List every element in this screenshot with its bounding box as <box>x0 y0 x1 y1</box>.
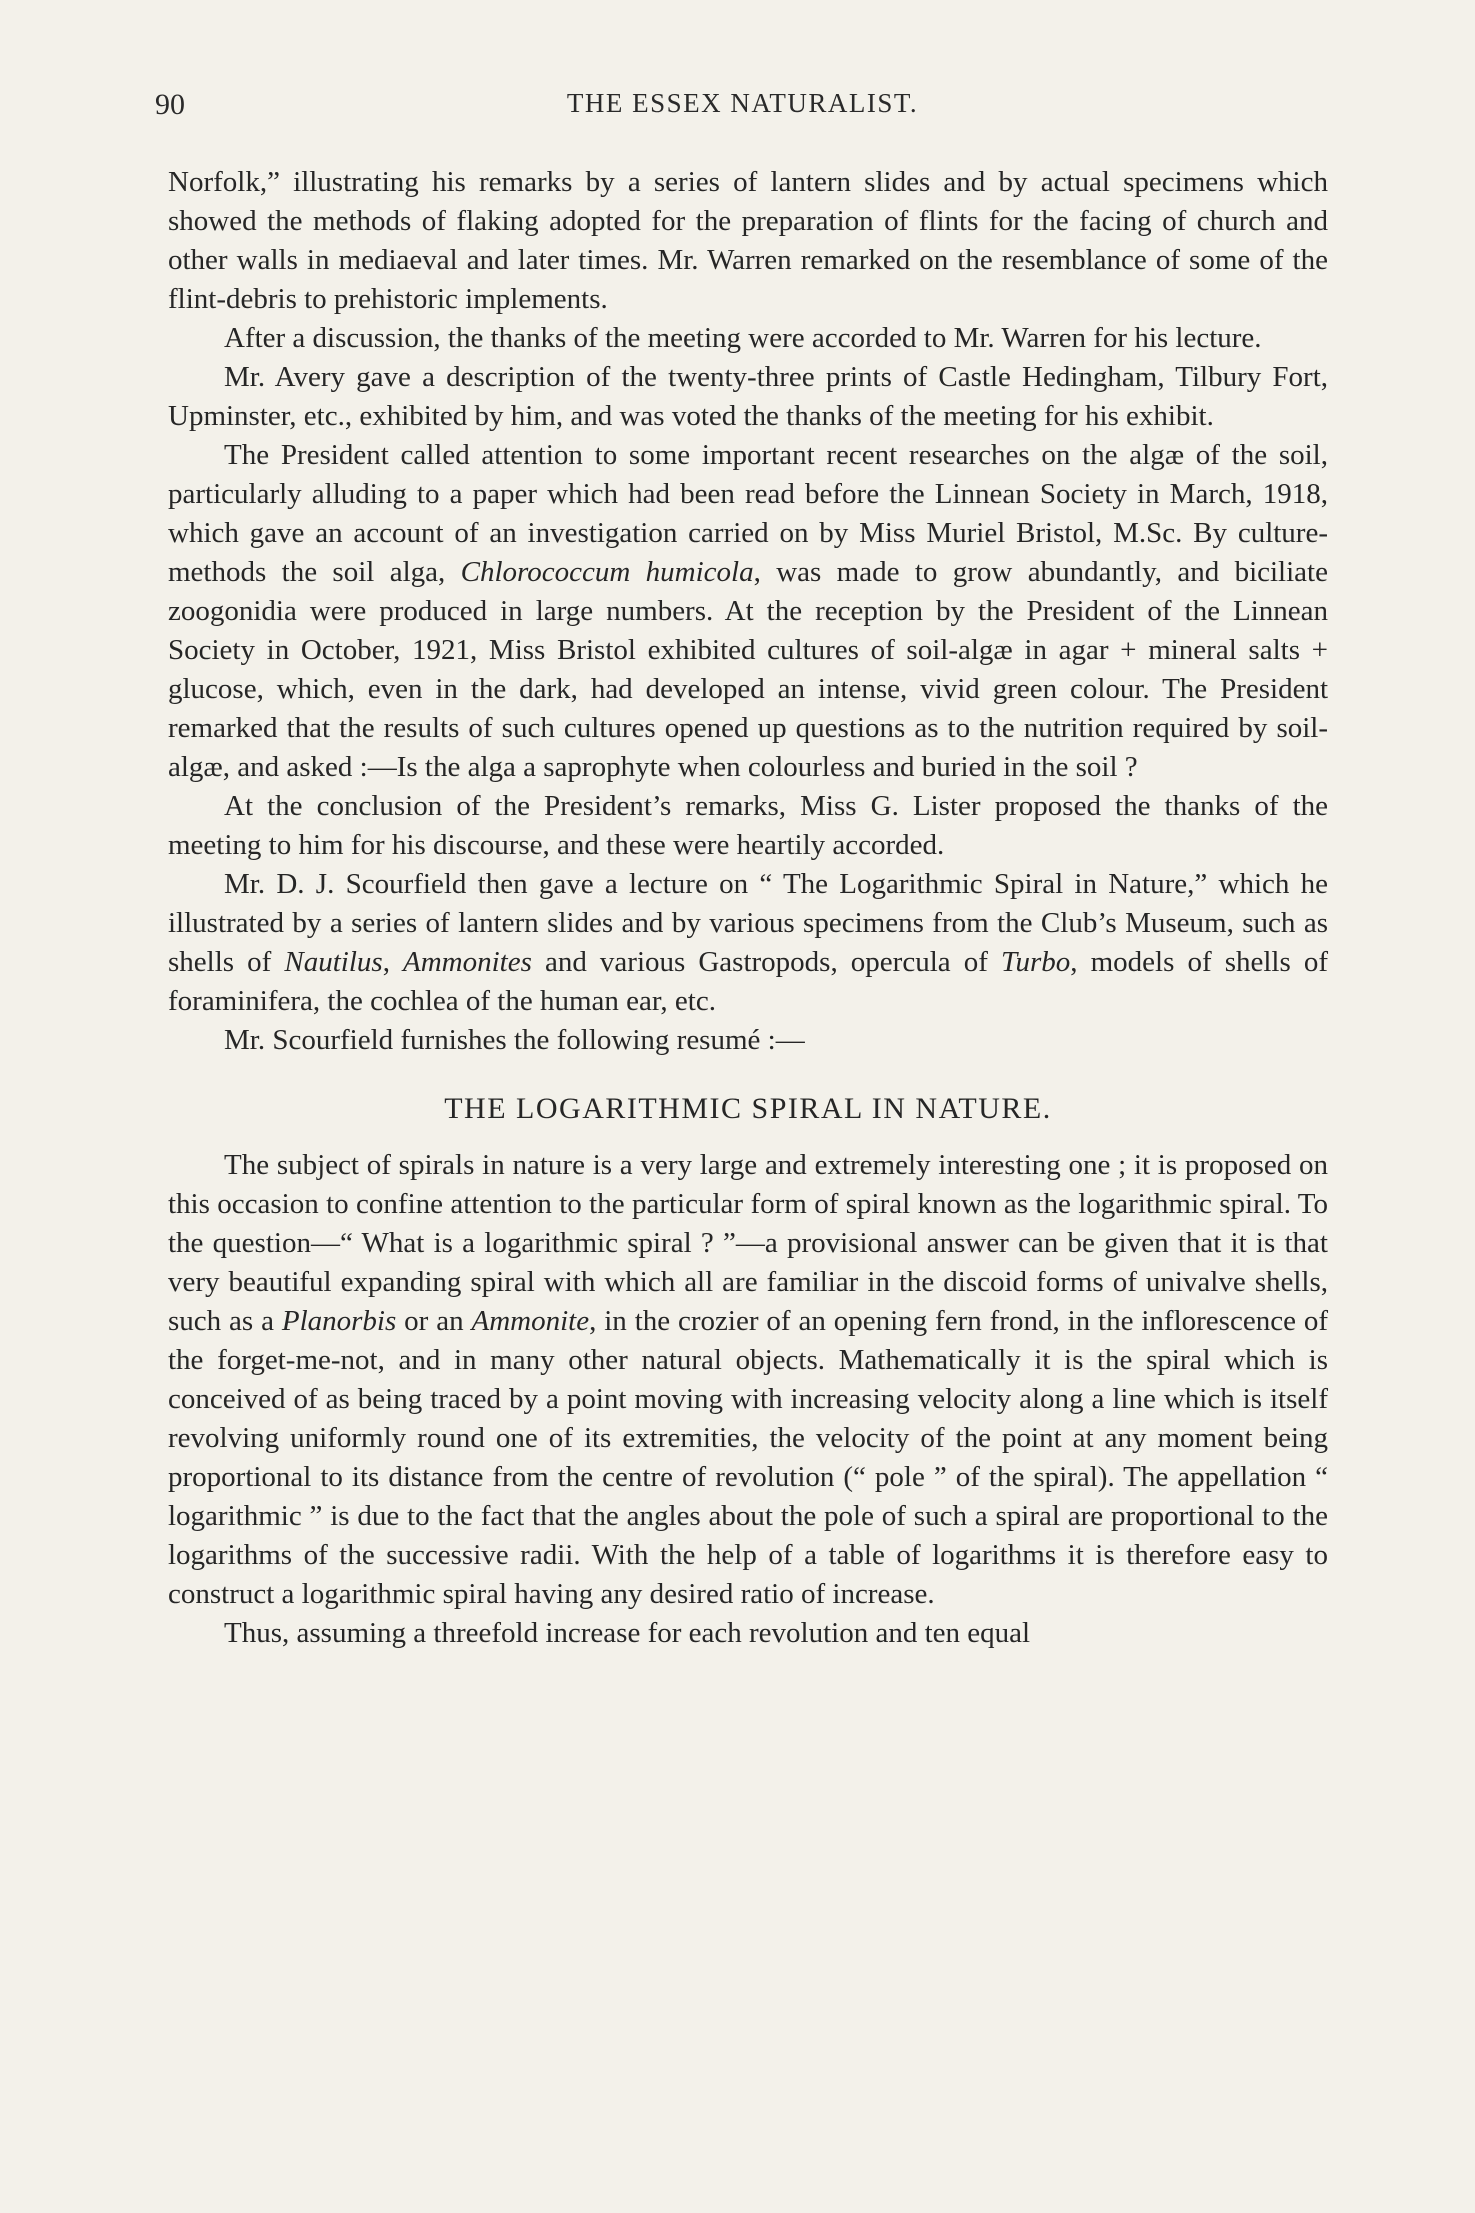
text-segment: The President called attention to some important recent researches on the algæ of the soil, particularly alluding to a paper which had been read before the Linnean Society in March, 1918, which gave an account of an investigation carried on by Miss Muriel Bristol, M.Sc. By culture-methods the soil alga, <box>168 439 1328 588</box>
italic-genus-name: Ammonites <box>403 946 532 978</box>
italic-genus-name: Planorbis <box>281 1305 397 1337</box>
paragraph <box>168 163 1328 319</box>
text-segment: Mr. Scourfield furnishes the following resumé :— <box>224 1024 805 1056</box>
italic-species-name: Chlorococcum humicola <box>460 556 754 588</box>
paragraph <box>168 1021 1328 1060</box>
italic-genus-name: Nautilus <box>284 946 383 978</box>
paragraph <box>168 358 1328 436</box>
text-segment: , <box>382 946 404 978</box>
text-segment: , models of shells of foraminifera, the cochlea of the human ear, etc. <box>168 946 1328 1017</box>
paragraph <box>168 865 1328 1021</box>
paragraph <box>168 787 1328 865</box>
text-segment: and various Gastropods, opercula of <box>531 946 1001 978</box>
journal-title: THE ESSEX NATURALIST. <box>566 88 919 118</box>
text-segment: , in the crozier of an opening fern frond, in the inflorescence of the forget-me-not, and in many other natural objects. Mathematically it is the spiral which is conceived of as being traced by a point moving with increasing velocity along a line which is itself revolving uniformly round one of its extremities, the velocity of the point at any moment being proportional to its distance from the centre of revolution (“ pole ” of the spiral). The appellation “ logarithmic ” is due to the fact that the angles about the pole of such a spiral are proportional to the logarithms of the successive radii. With the help of a table of logarithms it is therefore easy to construct a logarithmic spiral having any desired ratio of increase. <box>168 1305 1328 1610</box>
paragraph <box>168 1614 1328 1653</box>
running-head <box>155 88 1330 132</box>
paragraph <box>168 436 1328 787</box>
text-segment: Mr. D. J. Scourfield then gave a lecture on “ The Logarithmic Spiral in Nature,” which he illustrated by a series of lantern slides and by various specimens from the Club’s Museum, such as shells of <box>168 868 1328 978</box>
text-segment: , was made to grow abundantly, and biciliate zoogonidia were produced in large numbers. At the reception by the President of the Linnean Society in October, 1921, Miss Bristol exhibited cultures of soil-algæ in agar + mineral salts + glucose, which, even in the dark, had developed an intense, vivid green colour. The President remarked that the results of such cultures opened up questions as to the nutrition required by soil-algæ, and asked :—Is the alga a saprophyte when colourless and buried in the soil ? <box>168 556 1328 783</box>
page-number: 90 <box>155 88 185 121</box>
text-segment: The subject of spirals in nature is a very large and extremely interesting one ; it is proposed on this occasion to confine attention to the particular form of spiral known as the logarithmic spiral. To the question—“ What is a logarithmic spiral ? ”—a provisional answer can be given that it is that very beautiful expanding spiral with which all are familiar in the discoid forms of univalve shells, such as a <box>168 1149 1328 1337</box>
text-segment: or an <box>396 1305 472 1337</box>
text-segment: Mr. Avery gave a description of the twenty-three prints of Castle Hedingham, Tilbury Fort, Upminster, etc., exhibited by him, and was voted the thanks of the meeting for his exhibit. <box>168 361 1328 432</box>
text-segment: After a discussion, the thanks of the meeting were accorded to Mr. Warren for his lecture. <box>224 322 1262 354</box>
italic-genus-name: Ammonite <box>471 1305 590 1337</box>
italic-genus-name: Turbo <box>1000 946 1071 978</box>
text-segment: Thus, assuming a threefold increase for each revolution and ten equal <box>224 1617 1031 1649</box>
paragraph <box>168 319 1328 358</box>
text-segment: Norfolk,” illustrating his remarks by a series of lantern slides and by actual specimens which showed the methods of flaking adopted for the preparation of flints for the facing of church and other walls in mediaeval and later times. Mr. Warren remarked on the resemblance of some of the flint-debris to prehistoric implements. <box>168 166 1328 315</box>
text-segment: At the conclusion of the President’s remarks, Miss G. Lister proposed the thanks of the meeting to him for his discourse, and these were heartily accorded. <box>168 790 1328 861</box>
section-heading: THE LOGARITHMIC SPIRAL IN NATURE. <box>444 1092 1052 1125</box>
body-text <box>168 163 1328 1653</box>
paragraph <box>168 1146 1328 1614</box>
